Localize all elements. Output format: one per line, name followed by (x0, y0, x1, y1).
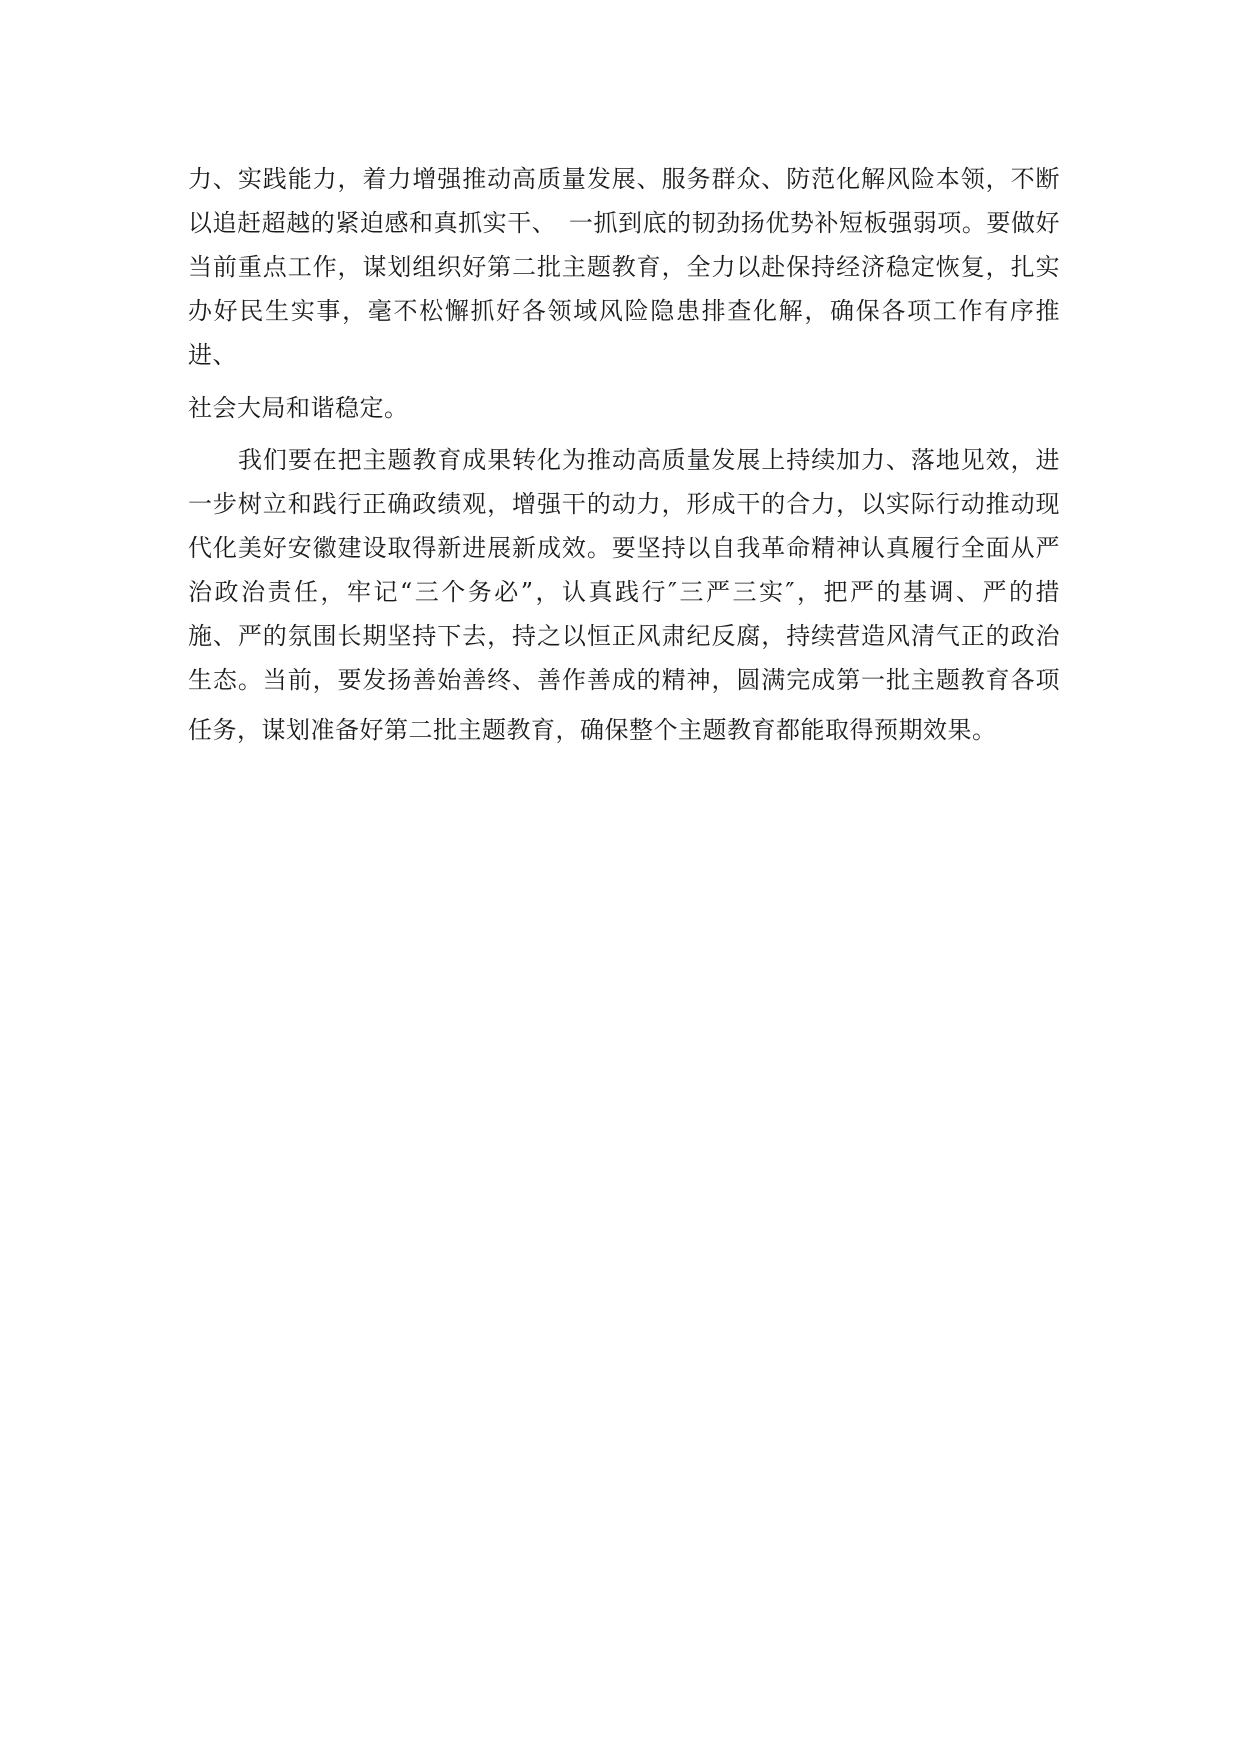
paragraph2-line-1: 我们要在把主题教育成果转化为推动高质量发展上持续加力、落地见效，进 (238, 446, 1060, 474)
paragraph2-line-3: 代化美好安徽建设取得新进展新成效。要坚持以自我革命精神认真履行全面从严 (188, 534, 1060, 562)
paragraph2-line-5: 施、严的氛围长期坚持下去，持之以恒正风肃纪反腐，持续营造风清气正的政治 (188, 622, 1060, 650)
paragraph2-line-4: 治政治责任，牢记“三个务必”，认真践行″三严三实″，把严的基调、严的措 (188, 578, 1060, 606)
paragraph1-continued-line: 社会大局和谐稳定。 (188, 394, 409, 422)
paragraph1-line-1: 力、实践能力，着力增强推动高质量发展、服务群众、防范化解风险本领，不断 (188, 165, 1060, 193)
paragraph2-line-6: 生态。当前，要发扬善始善终、善作善成的精神，圆满完成第一批主题教育各项 (188, 666, 1060, 694)
paragraph2-line-2: 一步树立和践行正确政绩观，增强干的动力，形成干的合力，以实际行动推动现 (188, 490, 1060, 518)
paragraph1-line-4: 办好民生实事，毫不松懈抓好各领域风险隐患排查化解，确保各项工作有序推 (188, 297, 1060, 325)
paragraph1-line-5: 进、 (188, 341, 237, 369)
paragraph1-line-3: 当前重点工作，谋划组织好第二批主题教育，全力以赴保持经济稳定恢复，扎实 (188, 253, 1060, 281)
paragraph1-line-2: 以追赶超越的紧迫感和真抓实干、 一抓到底的韧劲扬优势补短板强弱项。要做好 (188, 209, 1060, 237)
paragraph2-line-7: 任务，谋划准备好第二批主题教育，确保整个主题教育都能取得预期效果。 (188, 716, 997, 744)
